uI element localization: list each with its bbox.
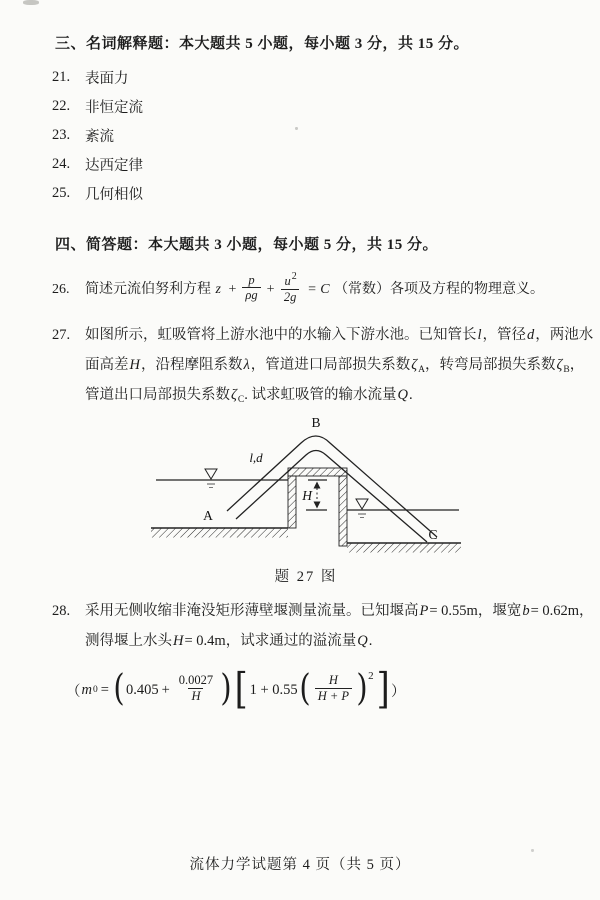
downstream-water-surface-symbol xyxy=(356,499,368,509)
q26-eq-c: = C xyxy=(307,282,330,297)
q26-fraction-u2-2g: $\frac{u^2}{2g}$ xyxy=(281,271,300,304)
item-number: 24. xyxy=(52,156,71,172)
h-dim-arrow-down xyxy=(314,502,321,509)
question-number: 26. xyxy=(52,282,70,297)
section-three-heading: 三、名词解释题：本大题共 5 小题，每小题 3 分，共 15 分。 xyxy=(55,36,470,52)
item-number: 21. xyxy=(52,69,71,85)
q26-outro: （常数）各项及方程的物理意义。 xyxy=(334,282,545,297)
term-list xyxy=(0,63,600,208)
label-H: H xyxy=(302,488,312,503)
h-dim-arrow-up xyxy=(314,482,321,489)
q28-line-2: 测得堰上水头H= 0.4m，试求通过的溢流量Q. xyxy=(85,633,373,649)
q26-var-z: z xyxy=(215,282,221,297)
figure-caption: 题 27 图 xyxy=(274,569,338,585)
formula-m: m xyxy=(81,681,92,698)
scan-speck xyxy=(531,849,534,852)
formula-const: 0.405 xyxy=(125,681,159,698)
section-four-heading: 四、简答题：本大题共 3 小题，每小题 5 分，共 15 分。 xyxy=(55,237,439,253)
upstream-water-surface-symbol xyxy=(205,469,217,479)
q26-fraction-p-rhog: $\frac{p}{\rho g}$ xyxy=(242,273,260,303)
formula-open-paren: （ xyxy=(66,683,81,700)
downstream-ground-hatch xyxy=(347,544,461,553)
formula-term: 1 + 0.55 xyxy=(249,681,298,698)
item-number: 22. xyxy=(52,98,71,114)
question-28 xyxy=(52,596,594,656)
fraction-0.0027-H: $\frac{0.0027}{H}$ xyxy=(178,673,214,703)
label-ld: l,d xyxy=(249,450,263,465)
item-number: 23. xyxy=(52,127,71,143)
q26-intro: 简述元流伯努利方程 xyxy=(85,282,211,297)
q27-line-2: 面高差H，沿程摩阻系数λ，管道进口局部损失系数$\zeta_A$，转弯局部损失系数$\zeta_B$， xyxy=(85,357,585,375)
dam-top-wall xyxy=(288,468,347,476)
siphon-diagram xyxy=(146,416,466,556)
q26-plus: + xyxy=(228,282,237,297)
item-label: 达西定律 xyxy=(85,158,143,174)
term-item-24 xyxy=(52,150,600,179)
term-item-22 xyxy=(52,92,600,121)
label-C: C xyxy=(428,527,438,542)
term-item-25 xyxy=(52,179,600,208)
question-number: 27. xyxy=(52,327,71,343)
q27-line-3: 管道出口局部损失系数$\zeta_C$. 试求虹吸管的输水流量Q. xyxy=(85,387,413,405)
page-footer: 流体力学试题第 4 页（共 5 页） xyxy=(189,857,411,873)
dam-right-wall xyxy=(339,476,347,546)
term-item-23 xyxy=(52,121,600,150)
item-label: 表面力 xyxy=(85,71,129,87)
upstream-ground-hatch xyxy=(151,529,288,538)
fraction-H-HP: $\frac{H}{H + P}$ xyxy=(315,673,352,703)
label-A: A xyxy=(203,508,213,523)
scan-smudge xyxy=(23,0,39,5)
scan-speck xyxy=(295,127,298,130)
q27-line-1: 如图所示，虹吸管将上游水池中的水输入下游水池。已知管长l，管径d，两池水 xyxy=(85,327,594,343)
item-label: 非恒定流 xyxy=(85,100,143,116)
item-label: 紊流 xyxy=(85,129,114,145)
formula-eq: = xyxy=(100,681,109,698)
formula-plus: + xyxy=(161,681,170,698)
q26-plus2: + xyxy=(266,282,275,297)
term-item-21 xyxy=(52,63,600,92)
q28-line-1: 采用无侧收缩非淹没矩形薄壁堰测量流量。已知堰高P= 0.55m，堰宽b= 0.62m， xyxy=(85,603,594,619)
question-27 xyxy=(52,320,594,410)
item-number: 25. xyxy=(52,185,71,201)
formula-square-exponent: 2 xyxy=(368,670,374,682)
question-number: 28. xyxy=(52,603,71,619)
q27-figure xyxy=(146,416,466,586)
formula-close-paren: ） xyxy=(391,683,406,700)
question-26 xyxy=(52,268,590,312)
formula-m-sub: 0 xyxy=(92,685,98,695)
dam-left-wall xyxy=(288,476,296,528)
item-label: 几何相似 xyxy=(85,187,143,203)
q28-formula: （ m 0 = ( 0.405 + $\frac{0.0027}{H}$ ) [ 1 + 0.55 ( $\frac{H}{H + P}$ ) 2 ] ） xyxy=(66,664,406,713)
label-B: B xyxy=(311,416,321,430)
